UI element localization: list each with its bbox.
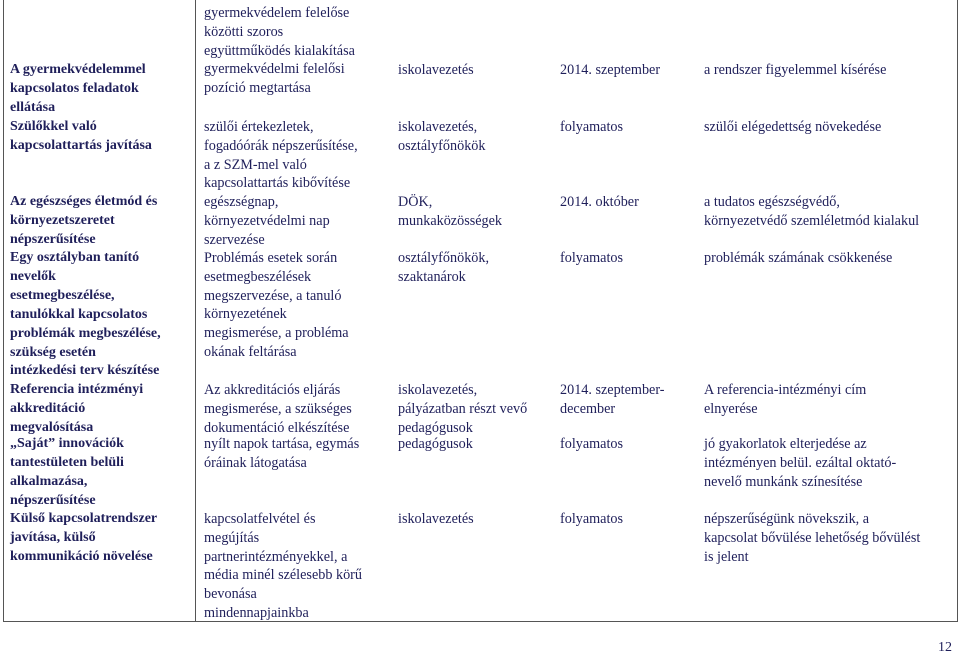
responsible-cell-4 bbox=[398, 249, 558, 287]
cell-line: megújítás bbox=[204, 529, 260, 546]
cell-line: iskolavezetés bbox=[398, 62, 474, 78]
cell-line: pedagógusok bbox=[398, 436, 473, 452]
cell-line: javítása, külső bbox=[10, 529, 96, 545]
cell-line: nevelők bbox=[10, 268, 56, 284]
cell-line: kapcsolat bővülése lehetőség bővülést bbox=[704, 529, 921, 546]
cell-line: ellátása bbox=[10, 99, 56, 115]
cell-line: környezetének bbox=[204, 306, 287, 323]
deadline-cell-3 bbox=[560, 193, 700, 212]
cell-line: környezetszeretet bbox=[10, 212, 115, 228]
cell-line: okának feltárása bbox=[204, 343, 297, 360]
task-cell-accreditation bbox=[204, 381, 390, 437]
deadline-cell-7 bbox=[560, 510, 700, 529]
cell-line: 2014. szeptember bbox=[560, 62, 661, 78]
cell-line: iskolavezetés bbox=[398, 511, 474, 527]
cell-line: a tudatos egészségvédő, bbox=[704, 194, 840, 210]
outcome-cell-3 bbox=[704, 193, 954, 231]
cell-line: 2014. október bbox=[560, 194, 639, 210]
cell-line: szükség esetén bbox=[10, 344, 96, 360]
goal-cell-child-protection bbox=[10, 61, 186, 118]
cell-line: megismerése, a probléma bbox=[204, 325, 349, 342]
cell-line: Szülőkkel való bbox=[10, 119, 97, 134]
cell-line: Az akkreditációs eljárás bbox=[204, 382, 341, 398]
responsible-cell-5 bbox=[398, 381, 558, 437]
cell-line: együttműködés kialakítása bbox=[204, 42, 355, 59]
cell-line: óráinak látogatása bbox=[204, 454, 307, 471]
goal-cell-parent-relations bbox=[10, 118, 186, 156]
cell-line: megvalósítása bbox=[10, 419, 94, 435]
cell-line: pozíció megtartása bbox=[204, 80, 311, 97]
cell-line: is jelent bbox=[704, 548, 749, 565]
cell-line: egészségnap, bbox=[204, 194, 279, 210]
responsible-cell-1 bbox=[398, 61, 558, 80]
outcome-cell-6 bbox=[704, 435, 954, 491]
cell-line: osztályfőnökök, bbox=[398, 250, 490, 266]
cell-line: munkaközösségek bbox=[398, 212, 503, 229]
cell-line: gyermekvédelmi felelősi bbox=[204, 61, 345, 78]
outcome-cell-1 bbox=[704, 61, 954, 80]
table-border-right bbox=[957, 0, 958, 622]
outcome-cell-5 bbox=[704, 381, 954, 419]
cell-line: folyamatos bbox=[560, 436, 624, 452]
cell-line: osztályfőnökök bbox=[398, 137, 486, 154]
task-cell-problem-cases bbox=[204, 249, 390, 362]
cell-line: kapcsolattartás kibővítése bbox=[204, 175, 351, 192]
outcome-cell-4 bbox=[704, 249, 954, 268]
cell-line: szervezése bbox=[204, 231, 265, 248]
cell-line: problémák megbeszélése, bbox=[10, 325, 161, 341]
goal-cell-innovations bbox=[10, 435, 186, 511]
cell-line: pedagógusok bbox=[398, 419, 473, 436]
task-cell-partnerships bbox=[204, 510, 390, 623]
goal-cell-case-discussion bbox=[10, 249, 186, 381]
deadline-cell-1 bbox=[560, 61, 700, 80]
deadline-cell-4 bbox=[560, 249, 700, 268]
cell-line: elnyerése bbox=[704, 400, 758, 417]
cell-line: problémák számának csökkenése bbox=[704, 250, 893, 266]
cell-line: fogadóórák népszerűsítése, bbox=[204, 137, 358, 154]
cell-line: a z SZM-mel való bbox=[204, 156, 307, 173]
cell-line: esetmegbeszélések bbox=[204, 268, 312, 285]
cell-line: intézményen belül. ezáltal oktató- bbox=[704, 454, 897, 471]
responsible-cell-2 bbox=[398, 118, 558, 156]
table-border-left bbox=[3, 0, 4, 622]
cell-line: jó gyakorlatok elterjedése az bbox=[704, 436, 867, 452]
cell-line: szaktanárok bbox=[398, 268, 466, 285]
task-cell-parent-meetings bbox=[204, 118, 390, 193]
goal-cell-external-relations bbox=[10, 510, 186, 567]
cell-line: esetmegbeszélése, bbox=[10, 287, 115, 303]
cell-line: megszervezése, a tanuló bbox=[204, 287, 342, 304]
cell-line: tantestületen belüli bbox=[10, 454, 124, 470]
responsible-cell-3 bbox=[398, 193, 558, 231]
cell-line: nevelő munkánk színesítése bbox=[704, 473, 863, 490]
cell-line: bevonása bbox=[204, 586, 257, 603]
cell-line: DÖK, bbox=[398, 194, 433, 210]
cell-line: iskolavezetés, bbox=[398, 382, 478, 398]
cell-line: kapcsolattartás javítása bbox=[10, 137, 152, 153]
cell-line: folyamatos bbox=[560, 119, 624, 135]
page-number: 12 bbox=[938, 640, 952, 655]
cell-line: gyermekvédelem felelőse bbox=[204, 5, 350, 21]
cell-line: „Saját” innovációk bbox=[10, 436, 124, 451]
cell-line: dokumentáció elkészítése bbox=[204, 419, 350, 436]
cell-line: népszerűsítése bbox=[10, 231, 96, 247]
responsible-cell-7 bbox=[398, 510, 558, 529]
cell-line: megismerése, a szükséges bbox=[204, 400, 352, 417]
cell-line: kapcsolatos feladatok bbox=[10, 80, 139, 96]
cell-line: folyamatos bbox=[560, 250, 624, 266]
cell-line: a rendszer figyelemmel kísérése bbox=[704, 62, 887, 78]
deadline-cell-5 bbox=[560, 381, 700, 419]
cell-line: Problémás esetek során bbox=[204, 250, 338, 266]
cell-line: népszerűségünk növekszik, a bbox=[704, 511, 870, 527]
cell-line: kommunikáció növelése bbox=[10, 548, 153, 564]
cell-line: A referencia-intézményi cím bbox=[704, 382, 867, 398]
cell-line: intézkedési terv készítése bbox=[10, 363, 160, 379]
cell-line: népszerűsítése bbox=[10, 492, 96, 508]
task-cell-child-protection bbox=[204, 4, 390, 98]
deadline-cell-6 bbox=[560, 435, 700, 454]
table-border-bottom bbox=[3, 621, 957, 622]
cell-line: folyamatos bbox=[560, 511, 624, 527]
outcome-cell-7 bbox=[704, 510, 954, 566]
cell-line: Egy osztályban tanító bbox=[10, 250, 140, 265]
cell-line: szülői elégedettség növekedése bbox=[704, 119, 882, 135]
cell-line: kapcsolatfelvétel és bbox=[204, 511, 316, 527]
goal-cell-accreditation bbox=[10, 381, 186, 438]
responsible-cell-6 bbox=[398, 435, 558, 454]
cell-line: környezetvédelmi nap bbox=[204, 212, 330, 229]
cell-line: Az egészséges életmód és bbox=[10, 194, 158, 209]
cell-line: akkreditáció bbox=[10, 400, 86, 416]
cell-line: partnerintézményekkel, a bbox=[204, 548, 348, 565]
table-border-col2 bbox=[195, 0, 196, 622]
cell-line: mindennapjainkba bbox=[204, 604, 309, 621]
task-cell-health-day bbox=[204, 193, 390, 249]
task-cell-open-days bbox=[204, 435, 390, 473]
cell-line: közötti szoros bbox=[204, 23, 284, 40]
cell-line: Referencia intézményi bbox=[10, 382, 144, 397]
goal-cell-healthy-lifestyle bbox=[10, 193, 186, 250]
cell-line: alkalmazása, bbox=[10, 473, 88, 489]
cell-line: A gyermekvédelemmel bbox=[10, 62, 146, 77]
cell-line: média minél szélesebb körű bbox=[204, 567, 362, 584]
cell-line: tanulókkal kapcsolatos bbox=[10, 306, 148, 322]
deadline-cell-2 bbox=[560, 118, 700, 137]
cell-line: szülői értekezletek, bbox=[204, 119, 314, 135]
cell-line: iskolavezetés, bbox=[398, 119, 478, 135]
cell-line: 2014. szeptember- bbox=[560, 382, 665, 398]
cell-line: Külső kapcsolatrendszer bbox=[10, 511, 158, 526]
cell-line: környezetvédő szemléletmód kialakul bbox=[704, 212, 920, 229]
outcome-cell-2 bbox=[704, 118, 954, 137]
cell-line: pályázatban részt vevő bbox=[398, 400, 528, 417]
cell-line: december bbox=[560, 400, 616, 417]
cell-line: nyílt napok tartása, egymás bbox=[204, 436, 360, 452]
